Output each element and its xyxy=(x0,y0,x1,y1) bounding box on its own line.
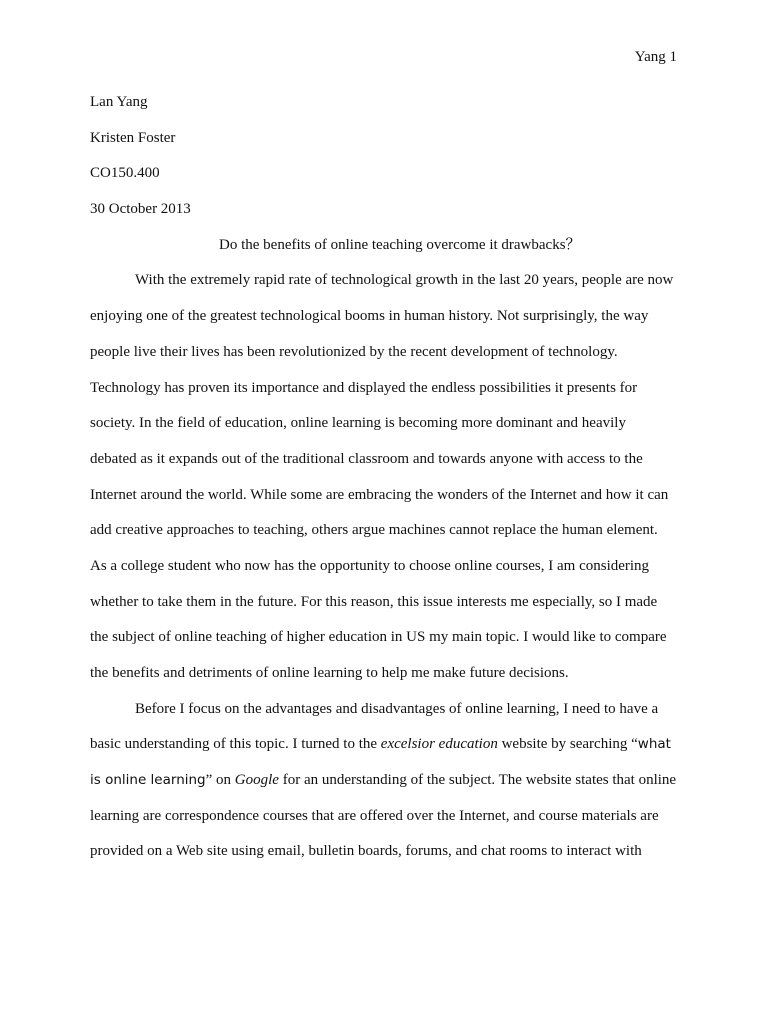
paragraph1-line10: whether to take them in the future. For this reason, this issue interests me especially, so I made xyxy=(90,593,658,610)
search-query-part: is online learning xyxy=(90,772,206,789)
search-query-part: what xyxy=(637,736,671,753)
paragraph2-line1: Before I focus on the advantages and disadvantages of online learning, I need to have a xyxy=(135,700,659,717)
essay-body xyxy=(90,91,690,876)
text-segment: ” on xyxy=(205,772,235,789)
paragraph1-line7: Internet around the world. While some are embracing the wonders of the Internet and how it can xyxy=(90,486,669,503)
paragraph1-line5: society. In the field of education, online learning is becoming more dominant and heavily xyxy=(90,415,626,432)
running-head: Yang 1 xyxy=(634,49,677,65)
paragraph1-line4: Technology has proven its importance and displayed the endless possibilities it presents for xyxy=(90,379,638,396)
paragraph1-line3: people live their lives has been revolutionized by the recent development of technology. xyxy=(90,343,618,360)
author-name: Lan Yang xyxy=(90,94,148,110)
paragraph1-line1: With the extremely rapid rate of technological growth in the last 20 years, people are now xyxy=(135,272,674,289)
essay-title: Do the benefits of online teaching overcome it drawbacks？ xyxy=(219,236,581,253)
paragraph1-line9: As a college student who now has the opportunity to choose online courses, I am considering xyxy=(90,557,650,574)
paragraph1-line8: add creative approaches to teaching, others argue machines cannot replace the human element. xyxy=(90,522,658,539)
search-engine-name: Google xyxy=(234,772,279,789)
paragraph1-line11: the subject of online teaching of higher education in US my main topic. I would like to compare xyxy=(90,629,667,646)
site-name: excelsior education xyxy=(380,736,498,753)
text-segment: website by searching “ xyxy=(497,736,638,753)
text-segment: for an understanding of the subject. The website states that online xyxy=(278,772,677,789)
essay-date: 30 October 2013 xyxy=(90,201,191,218)
text-segment: basic understanding of this topic. I turned to the xyxy=(90,736,381,753)
paragraph1-line12: the benefits and detriments of online learning to help me make future decisions. xyxy=(90,665,569,681)
paragraph1-line2: enjoying one of the greatest technological booms in human history. Not surprisingly, the way xyxy=(90,308,649,325)
paragraph2-line5: provided on a Web site using email, bulletin boards, forums, and chat rooms to interact with xyxy=(90,843,642,860)
paragraph2-line4: learning are correspondence courses that are offered over the Internet, and course materials are xyxy=(90,807,659,824)
course-code: CO150.400 xyxy=(90,165,160,182)
paragraph2-line3 xyxy=(90,769,690,805)
paragraph2-line2 xyxy=(90,733,690,769)
instructor-name: Kristen Foster xyxy=(90,129,176,146)
paragraph1-line6: debated as it expands out of the traditional classroom and towards anyone with access to the xyxy=(90,450,643,467)
